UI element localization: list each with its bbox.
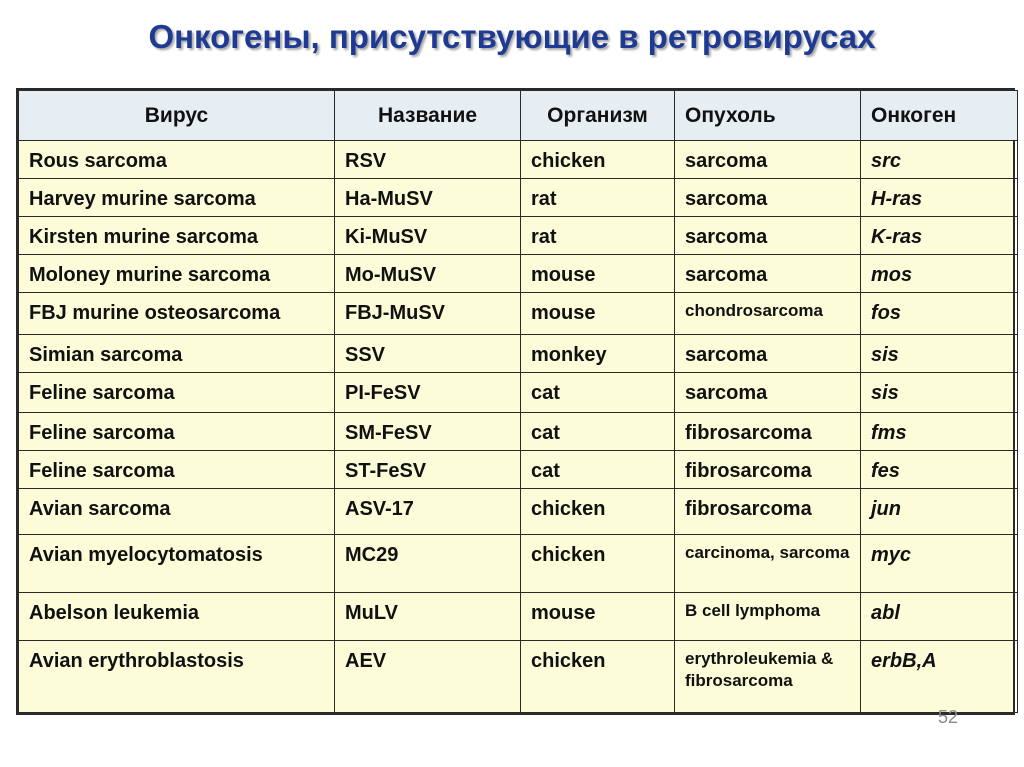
oncogene-table	[18, 90, 1018, 713]
name-cell: FBJ-MuSV	[335, 293, 521, 335]
tumor-cell: sarcoma	[675, 255, 861, 293]
tumor-cell: fibrosarcoma	[675, 413, 861, 451]
tumor-cell: sarcoma	[675, 217, 861, 255]
organism-cell: chicken	[521, 141, 675, 179]
organism-cell: mouse	[521, 255, 675, 293]
organism-cell: rat	[521, 179, 675, 217]
organism-cell: mouse	[521, 593, 675, 641]
organism-cell: cat	[521, 451, 675, 489]
oncogene-cell: jun	[861, 489, 1018, 535]
table-row	[19, 489, 1018, 535]
table-row	[19, 255, 1018, 293]
oncogene-cell: erbB,A	[861, 641, 1018, 713]
header-oncogene: Онкоген	[861, 91, 1018, 141]
organism-cell: monkey	[521, 335, 675, 373]
tumor-cell: fibrosarcoma	[675, 451, 861, 489]
oncogene-cell: K-ras	[861, 217, 1018, 255]
oncogene-table-container	[16, 88, 1015, 715]
name-cell: RSV	[335, 141, 521, 179]
table-body	[19, 141, 1018, 713]
oncogene-cell: mos	[861, 255, 1018, 293]
oncogene-cell: fos	[861, 293, 1018, 335]
name-cell: AEV	[335, 641, 521, 713]
virus-cell: Avian erythroblastosis	[19, 641, 335, 713]
tumor-cell: sarcoma	[675, 373, 861, 413]
oncogene-cell: fms	[861, 413, 1018, 451]
table-row	[19, 335, 1018, 373]
name-cell: Ha-MuSV	[335, 179, 521, 217]
virus-cell: Feline sarcoma	[19, 373, 335, 413]
header-name: Название	[335, 91, 521, 141]
organism-cell: chicken	[521, 641, 675, 713]
name-cell: MuLV	[335, 593, 521, 641]
name-cell: Mo-MuSV	[335, 255, 521, 293]
header-virus: Вирус	[19, 91, 335, 141]
name-cell: ST-FeSV	[335, 451, 521, 489]
virus-cell: FBJ murine osteosarcoma	[19, 293, 335, 335]
name-cell: Ki-MuSV	[335, 217, 521, 255]
slide-title: Онкогены, присутствующие в ретровирусах	[148, 18, 876, 55]
tumor-cell: sarcoma	[675, 179, 861, 217]
table-row	[19, 593, 1018, 641]
name-cell: SM-FeSV	[335, 413, 521, 451]
virus-cell: Avian sarcoma	[19, 489, 335, 535]
name-cell: ASV-17	[335, 489, 521, 535]
oncogene-cell: myc	[861, 535, 1018, 593]
virus-cell: Simian sarcoma	[19, 335, 335, 373]
oncogene-cell: abl	[861, 593, 1018, 641]
header-organism: Организм	[521, 91, 675, 141]
header-tumor: Опухоль	[675, 91, 861, 141]
table-row	[19, 451, 1018, 489]
virus-cell: Kirsten murine sarcoma	[19, 217, 335, 255]
table-row	[19, 293, 1018, 335]
virus-cell: Harvey murine sarcoma	[19, 179, 335, 217]
table-row	[19, 641, 1018, 713]
tumor-cell: erythroleukemia & fibrosarcoma	[675, 641, 861, 713]
page-number: 52	[938, 707, 959, 727]
oncogene-cell: fes	[861, 451, 1018, 489]
oncogene-cell: sis	[861, 373, 1018, 413]
organism-cell: cat	[521, 373, 675, 413]
virus-cell: Avian myelocytomatosis	[19, 535, 335, 593]
name-cell: SSV	[335, 335, 521, 373]
name-cell: PI-FeSV	[335, 373, 521, 413]
organism-cell: mouse	[521, 293, 675, 335]
name-cell: MC29	[335, 535, 521, 593]
virus-cell: Feline sarcoma	[19, 451, 335, 489]
oncogene-cell: H-ras	[861, 179, 1018, 217]
organism-cell: cat	[521, 413, 675, 451]
organism-cell: chicken	[521, 535, 675, 593]
virus-cell: Abelson leukemia	[19, 593, 335, 641]
table-row	[19, 413, 1018, 451]
tumor-cell: carcinoma, sarcoma	[675, 535, 861, 593]
virus-cell: Feline sarcoma	[19, 413, 335, 451]
table-row	[19, 535, 1018, 593]
table-row	[19, 179, 1018, 217]
table-header-row	[19, 91, 1018, 141]
tumor-cell: fibrosarcoma	[675, 489, 861, 535]
table-row	[19, 217, 1018, 255]
oncogene-cell: src	[861, 141, 1018, 179]
tumor-cell: B cell lymphoma	[675, 593, 861, 641]
virus-cell: Rous sarcoma	[19, 141, 335, 179]
table-row	[19, 141, 1018, 179]
virus-cell: Moloney murine sarcoma	[19, 255, 335, 293]
table-row	[19, 373, 1018, 413]
tumor-cell: sarcoma	[675, 335, 861, 373]
organism-cell: chicken	[521, 489, 675, 535]
oncogene-cell: sis	[861, 335, 1018, 373]
organism-cell: rat	[521, 217, 675, 255]
tumor-cell: sarcoma	[675, 141, 861, 179]
tumor-cell: chondrosarcoma	[675, 293, 861, 335]
